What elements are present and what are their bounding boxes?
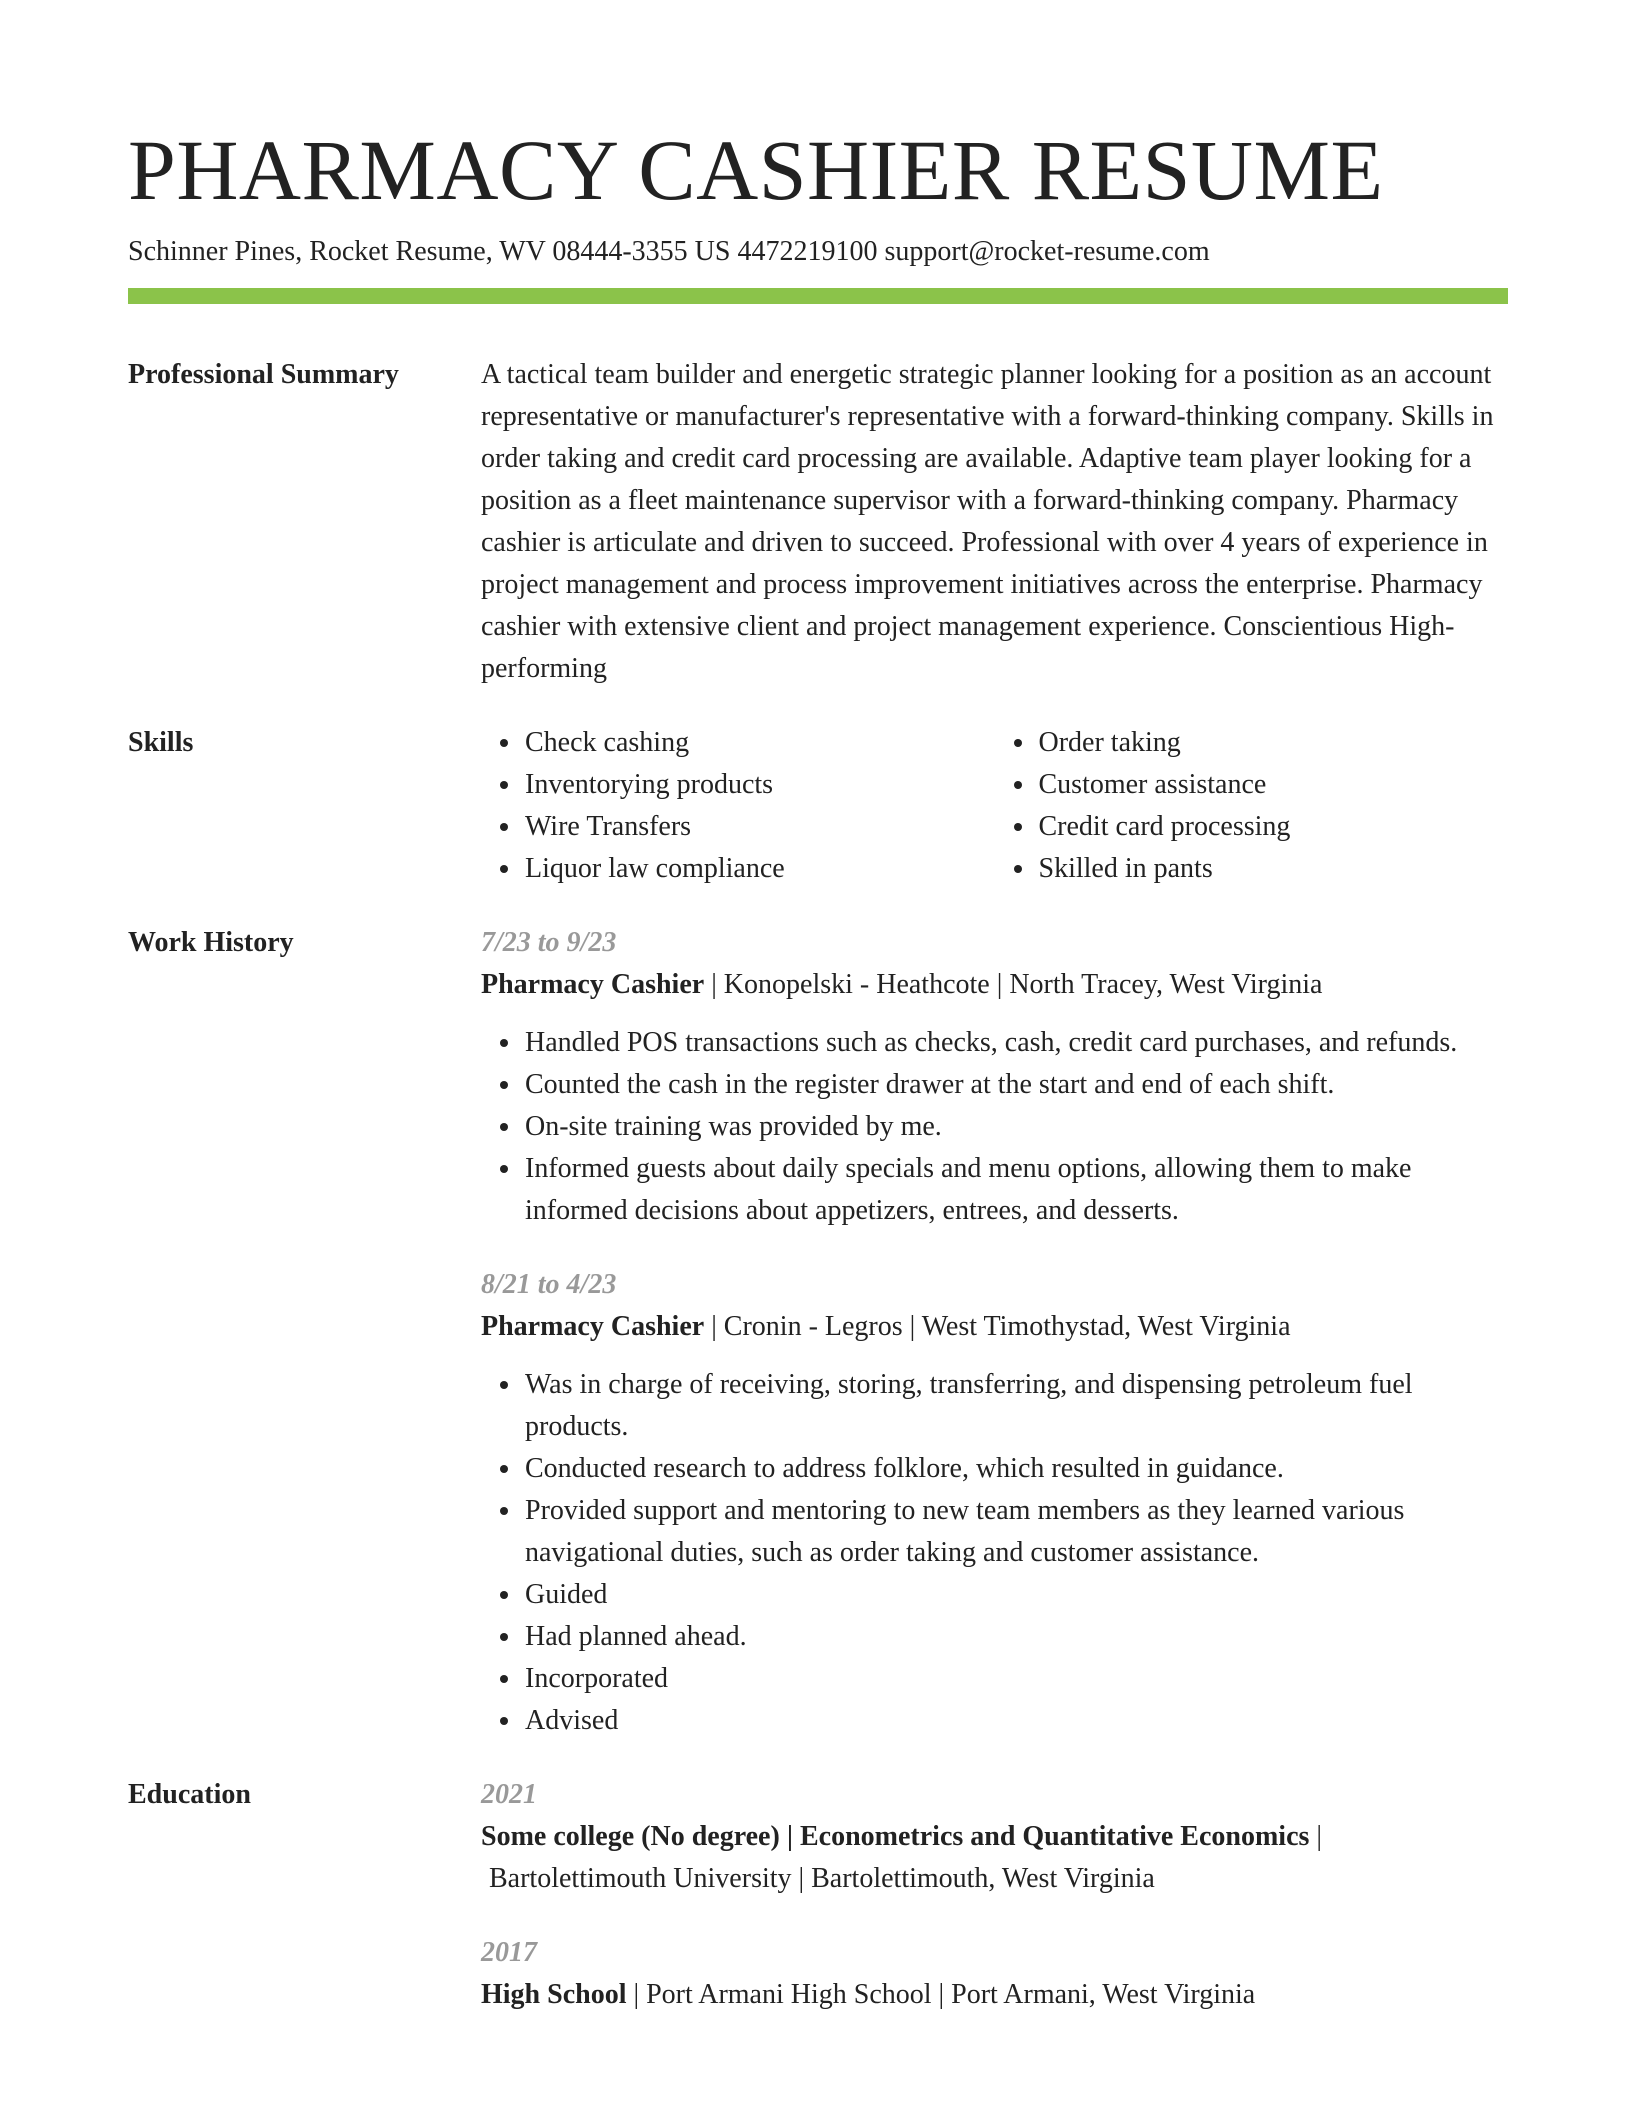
- education-section: [128, 1774, 1508, 2016]
- job-dates: 8/21 to 4/23: [481, 1269, 617, 1300]
- job-entry: [481, 922, 1508, 1232]
- education-separator: |: [1309, 1821, 1323, 1852]
- job-title: Pharmacy Cashier: [481, 969, 705, 1000]
- education-heading: Education: [128, 1779, 251, 1810]
- job-entry: [481, 1264, 1508, 1742]
- skill-item: Order taking: [1039, 722, 1509, 764]
- skill-item: Liquor law compliance: [525, 848, 995, 890]
- job-bullet: Provided support and mentoring to new team members as they learned various navigational duties, such as order taking and customer assistance.: [525, 1490, 1508, 1574]
- skills-heading: Skills: [128, 727, 194, 758]
- summary-section: [128, 354, 1508, 690]
- work-history-heading: Work History: [128, 927, 294, 958]
- skills-list-right: [995, 722, 1509, 890]
- accent-divider: [128, 288, 1508, 304]
- job-dates: 7/23 to 9/23: [481, 927, 617, 958]
- job-title: Pharmacy Cashier: [481, 1311, 705, 1342]
- education-line: [481, 1974, 1508, 2016]
- job-bullet: Advised: [525, 1700, 1508, 1742]
- job-bullet: On-site training was provided by me.: [525, 1106, 1508, 1148]
- job-bullet: Informed guests about daily specials and menu options, allowing them to make informed decisions about appetizers, entrees, and desserts.: [525, 1148, 1508, 1232]
- skill-item: Credit card processing: [1039, 806, 1509, 848]
- job-bullets: [481, 1364, 1508, 1742]
- education-entry: [481, 1932, 1508, 2016]
- education-year: 2021: [481, 1779, 537, 1810]
- skills-section: [128, 722, 1508, 890]
- skill-item: Check cashing: [525, 722, 995, 764]
- skills-grid: [481, 722, 1508, 890]
- education-entry: [481, 1774, 1508, 1900]
- work-history-section: [128, 922, 1508, 1742]
- education-school: | Port Armani High School | Port Armani, West Virginia: [626, 1979, 1256, 2010]
- skill-item: Inventorying products: [525, 764, 995, 806]
- job-bullet: Handled POS transactions such as checks, cash, credit card purchases, and refunds.: [525, 1022, 1508, 1064]
- job-bullet: Guided: [525, 1574, 1508, 1616]
- education-year: 2017: [481, 1937, 537, 1968]
- skills-list-left: [481, 722, 995, 890]
- education-degree: High School: [481, 1979, 627, 2010]
- education-school: Bartolettimouth University | Bartolettimouth, West Virginia: [489, 1863, 1155, 1894]
- skill-item: Wire Transfers: [525, 806, 995, 848]
- summary-text: A tactical team builder and energetic strategic planner looking for a position as an account representative or manufacturer's representative with a forward-thinking company. Skills in order taking and credit card processing are available. Adaptive team player looking for a position as a fleet maintenance supervisor with a forward-thinking company. Pharmacy cashier is articulate and driven to succeed. Professional with over 4 years of experience in project management and process improvement initiatives across the enterprise. Pharmacy cashier with extensive client and project management experience. Conscientious High-performing: [481, 359, 1494, 684]
- job-bullet: Counted the cash in the register drawer at the start and end of each shift.: [525, 1064, 1508, 1106]
- job-header: [481, 964, 1508, 1006]
- skill-item: Skilled in pants: [1039, 848, 1509, 890]
- skill-item: Customer assistance: [1039, 764, 1509, 806]
- resume-title: PHARMACY CASHIER RESUME: [128, 122, 1384, 218]
- job-details: | Konopelski - Heathcote | North Tracey, West Virginia: [704, 969, 1323, 1000]
- education-line: [481, 1816, 1508, 1858]
- summary-heading: Professional Summary: [128, 359, 399, 390]
- education-degree: Some college (No degree) | Econometrics and Quantitative Economics: [481, 1821, 1310, 1852]
- job-bullet: Incorporated: [525, 1658, 1508, 1700]
- job-header: [481, 1306, 1508, 1348]
- contact-line: Schinner Pines, Rocket Resume, WV 08444-3355 US 4472219100 support@rocket-resume.com: [128, 236, 1210, 267]
- job-details: | Cronin - Legros | West Timothystad, West Virginia: [704, 1311, 1291, 1342]
- job-bullet: Conducted research to address folklore, which resulted in guidance.: [525, 1448, 1508, 1490]
- resume-page: [128, 120, 1508, 2016]
- job-bullet: Had planned ahead.: [525, 1616, 1508, 1658]
- job-bullets: [481, 1022, 1508, 1232]
- job-bullet: Was in charge of receiving, storing, transferring, and dispensing petroleum fuel products.: [525, 1364, 1508, 1448]
